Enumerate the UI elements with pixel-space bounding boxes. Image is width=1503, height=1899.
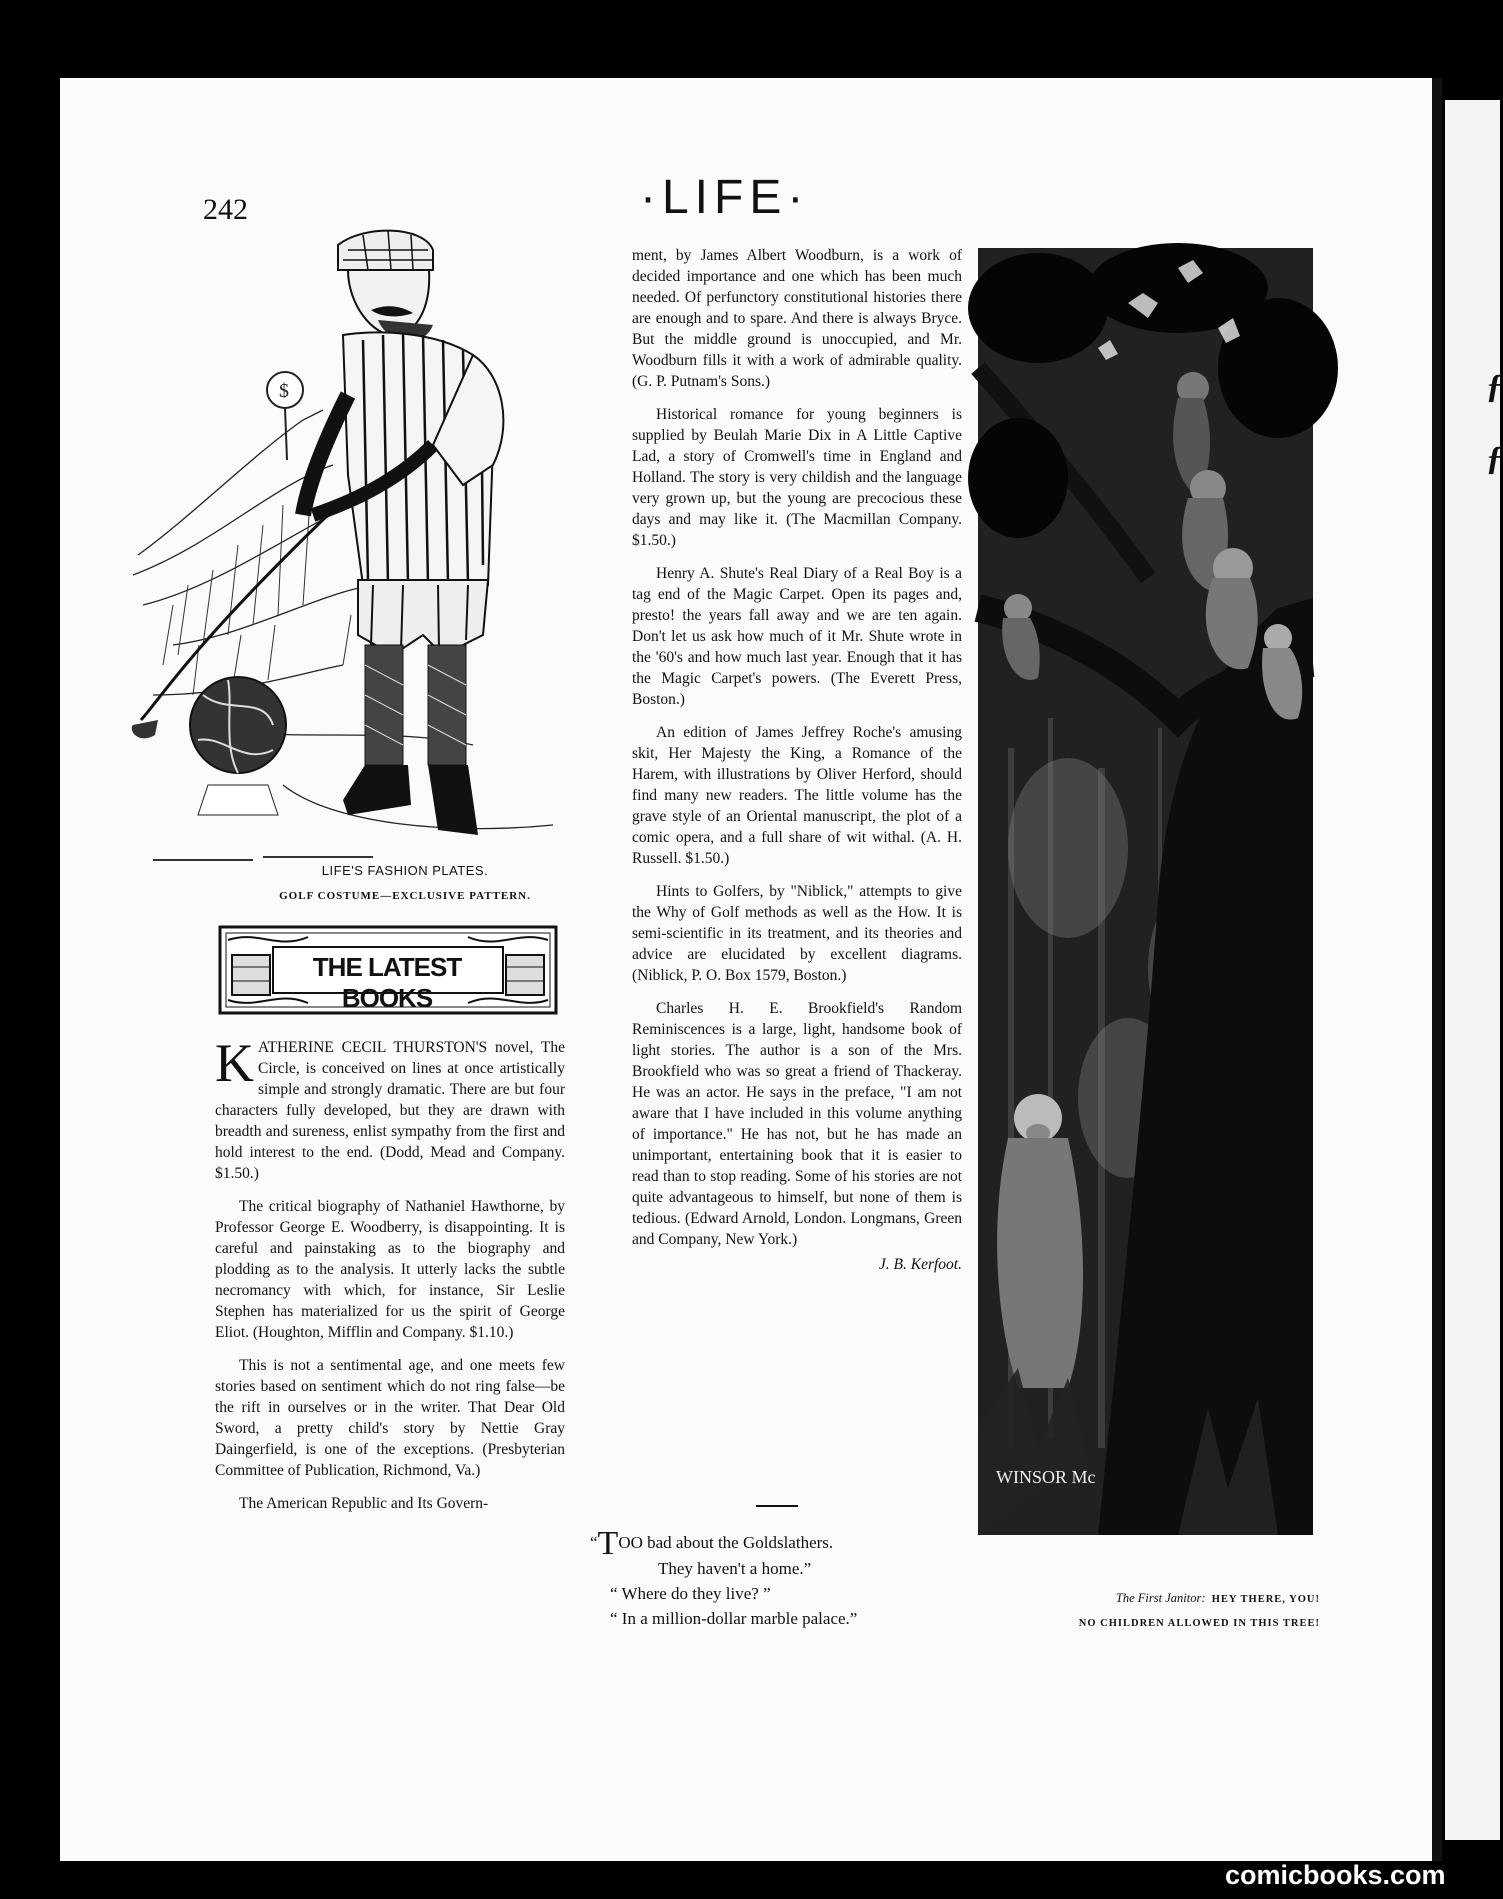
artist-signature: WINSOR Mc bbox=[996, 1467, 1096, 1487]
section-divider bbox=[756, 1505, 798, 1507]
latest-books-title: THE LATEST BOOKS bbox=[312, 952, 462, 1013]
review-paragraph: The critical biography of Nathaniel Hawthorne, by Professor George E. Woodberry, is disappointing. It is careful and painstaking as to the biography and plodding as to the analysis. It utterly lacks the subtle necromancy with which, for instance, Sir Leslie Stephen has materialized for us the spirit of George Eliot. (Houghton, Mifflin and Company. $1.10.) bbox=[215, 1198, 565, 1341]
review-column-left bbox=[215, 1033, 565, 1526]
review-paragraph: Historical romance for young beginners is supplied by Beulah Marie Dix in A Little Captive Lad, a story of Cromwell's time in England and Holland. The story is very childish and the language very grown up, but the young are precocious these days and may like it. (The Macmillan Company. $1.50.) bbox=[632, 406, 962, 549]
jungle-monkeys-illustration bbox=[978, 248, 1313, 1535]
caption-line: NO CHILDREN ALLOWED IN THIS TREE! bbox=[1078, 1618, 1320, 1629]
caption-line: HEY THERE, YOU! bbox=[1211, 1594, 1320, 1605]
review-column-middle bbox=[632, 245, 962, 1275]
page-gutter bbox=[1432, 78, 1442, 1861]
review-paragraph: Henry A. Shute's Real Diary of a Real Boy is a tag end of the Magic Carpet. Open its pages and, presto! the years fall away and we are ten again. Don't let us ask how much of it Mr. Shute wrote in the '60's and how much last year. Enough that it has the Magic Carpet's powers. (The Everett Press, Boston.) bbox=[632, 565, 962, 708]
masthead-title: ·LIFE· bbox=[640, 171, 810, 224]
page-number: 242 bbox=[203, 193, 248, 226]
next-page-edge bbox=[1445, 100, 1500, 1840]
goldslathers-joke: “TOO bad about the Goldslathers. They haven't a home.” “ Where do they live? ” “ In a million-dollar marble palace.” bbox=[590, 1525, 858, 1628]
review-paragraph: This is not a sentimental age, and one meets few stories based on sentiment which do not ring false—be the rift in ourselves or in the writer. That Dear Old Sword, a pretty child's story by Nettie Gray Daingerfield, is one of the exceptions. (Presbyterian Committee of Publication, Richmond, Va.) bbox=[215, 1357, 565, 1479]
drop-cap: K bbox=[215, 1033, 254, 1093]
caption-speaker: The First Janitor: bbox=[1115, 1591, 1206, 1605]
review-paragraph: An edition of James Jeffrey Roche's amusing skit, Her Majesty the King, a Romance of the Harem, with illustrations by Oliver Herford, should find many new readers. The little volume has the grave style of an Oriental manuscript, the plot of a comic opera, and a full share of wit withal. (A. H. Russell. $1.50.) bbox=[632, 724, 962, 867]
golf-caption: LIFE'S FASHION PLATES. bbox=[321, 863, 489, 878]
review-paragraph: The American Republic and Its Govern- bbox=[239, 1495, 489, 1512]
jungle-caption bbox=[985, 1586, 1320, 1636]
review-paragraph: Hints to Golfers, by "Niblick," attempts to give the Why of Golf methods as well as the How. It is semi-scientific in its treatment, and its theories and advice are elucidated by excellent diagrams. (Niblick, P. O. Box 1579, Boston.) bbox=[632, 883, 962, 984]
review-paragraph: ment, by James Albert Woodburn, is a work of decided importance and one which has been much needed. Of perfunctory constitutional histories there are enough and to spare. And there is always Bryce. But the middle ground is unoccupied, and Mr. Woodburn fills it with a work of admirable quality. (G. P. Putnam's Sons.) bbox=[632, 247, 962, 390]
book-stack-icon bbox=[232, 955, 270, 995]
next-page-fragment-mark: ƒ bbox=[1486, 440, 1503, 477]
book-stack-icon bbox=[506, 955, 544, 995]
golf-fashion-illustration bbox=[133, 225, 603, 865]
golf-subcaption: GOLF COSTUME—EXCLUSIVE PATTERN. bbox=[279, 890, 531, 902]
next-page-fragment-mark: ƒ bbox=[1486, 368, 1503, 405]
review-paragraph: Charles H. E. Brookfield's Random Reminiscences is a large, light, handsome book of light stories. The author is a son of the Mrs. Brookfield who was so great a friend of Thackeray. He was an actor. He says in the preface, "I am not aware that I have included in this volume anything of importance." He has not, but he has made an unimportant, entertaining book that it is easier to read than to stop reading. Some of his stories are not quite advantageous to himself, but none of them is tedious. (Edward Arnold, London. Longmans, Green and Company, New York.) bbox=[632, 1000, 962, 1248]
reviewer-signature: J. B. Kerfoot. bbox=[878, 1256, 962, 1273]
site-watermark: comicbooks.com bbox=[1225, 1860, 1446, 1890]
review-paragraph: KATHERINE CECIL THURSTON'S novel, The Circle, is conceived on lines at once artistically simple and strongly dramatic. There are but four characters fully developed, but they are drawn with breadth and sureness, enlist sympathy from the first and hold interest to the end. (Dodd, Mead and Company. $1.50.) bbox=[215, 1033, 565, 1182]
svg-text:$: $ bbox=[279, 380, 289, 402]
